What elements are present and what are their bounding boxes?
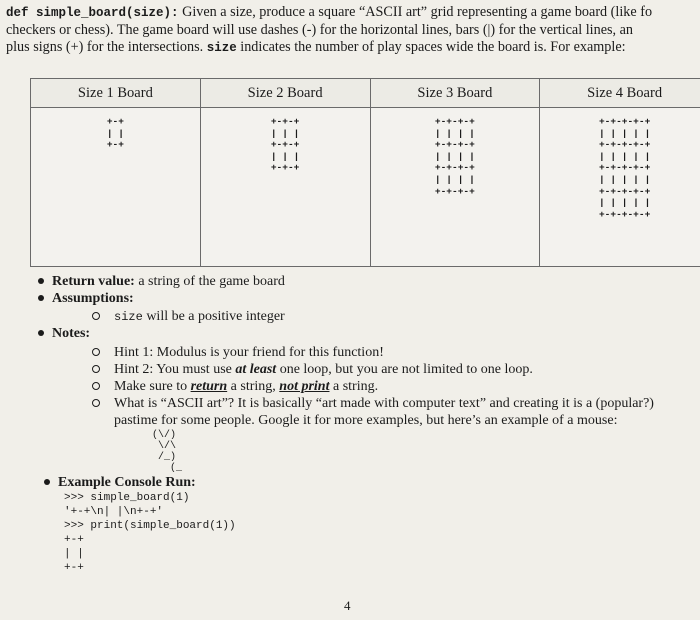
assumptions-item [38, 291, 134, 307]
assumption-text: will be a positive integer [142, 309, 285, 324]
hint-2-b: one loop, but you are not limited to one loop. [276, 362, 533, 377]
header-size-1: Size 1 Board [31, 79, 201, 108]
bullet-icon [44, 479, 50, 485]
note-hint-3 [92, 379, 378, 395]
intro-line-3-a: plus signs (+) for the intersections. [6, 39, 207, 55]
header-size-3: Size 3 Board [370, 79, 540, 108]
board-size-4: +-+-+-+-+ | | | | | +-+-+-+-+ | | | | | +-+-+-+-+ | | | | | +-+-+-+-+ | | | | | +-+-+-+-+ [598, 116, 651, 220]
bullet-icon [38, 330, 44, 336]
note-hint-4 [92, 396, 654, 412]
note-hint-2 [92, 362, 533, 378]
sub-bullet-icon [92, 312, 100, 320]
console-line: +-+ [64, 534, 84, 546]
header-size-4: Size 4 Board [540, 79, 700, 108]
hint-3-not-print: not print [279, 379, 330, 394]
notes-label: Notes: [52, 326, 91, 341]
bullet-icon [38, 295, 44, 301]
sub-bullet-icon [92, 399, 100, 407]
intro-line-1-text: Given a size, produce a square “ASCII art” grid representing a game board (like fo [178, 4, 653, 20]
cell-size-3 [370, 108, 540, 267]
board-examples-table [30, 78, 700, 267]
console-line: '+-+\n| |\n+-+' [64, 506, 164, 518]
console-line: +-+ [64, 562, 84, 574]
note-hint-1 [92, 345, 384, 361]
intro-line-2: checkers or chess). The game board will use dashes (-) for the horizontal lines, bars (|) for the vertical lines, an [6, 22, 633, 38]
note-hint-4-cont [114, 413, 617, 429]
intro-line-3 [6, 39, 700, 57]
example-label: Example Console Run: [58, 475, 196, 490]
example-item [44, 475, 196, 491]
hint-2-a: Hint 2: You must use [114, 362, 236, 377]
hint-3-a: Make sure to [114, 379, 191, 394]
console-output [64, 491, 236, 575]
table-header-row [31, 79, 700, 108]
size-code: size [206, 41, 237, 55]
intro-line-3-b: indicates the number of play spaces wide the board is. For example: [236, 39, 626, 55]
assumption-1 [92, 309, 285, 325]
page-number: 4 [344, 598, 351, 613]
hint-1-text: Hint 1: Modulus is your friend for this function! [114, 345, 384, 360]
header-size-2: Size 2 Board [200, 79, 370, 108]
return-value-label: Return value: [52, 274, 135, 289]
cell-size-4 [540, 108, 700, 267]
assumptions-label: Assumptions: [52, 291, 134, 306]
console-line: >>> simple_board(1) [64, 492, 190, 504]
assumption-size-code: size [114, 310, 143, 324]
console-line: >>> print(simple_board(1)) [64, 520, 236, 532]
table-board-row [31, 108, 700, 267]
cell-size-2 [200, 108, 370, 267]
sub-bullet-icon [92, 348, 100, 356]
board-size-1: +-+ | | +-+ [106, 116, 124, 151]
bullet-icon [38, 278, 44, 284]
sub-bullet-icon [92, 382, 100, 390]
hint-3-mid: a string, [227, 379, 280, 394]
intro-paragraph [6, 4, 700, 57]
hint-3-return: return [190, 379, 228, 394]
return-value-item [38, 274, 285, 290]
hint-4-line-1: What is “ASCII art”? It is basically “art made with computer text” and creating it is a (popular?) [114, 396, 654, 411]
hint-3-b: a string. [329, 379, 379, 394]
console-line: | | [64, 548, 84, 560]
board-size-2: +-+-+ | | | +-+-+ | | | +-+-+ [270, 116, 300, 174]
return-value-text: a string of the game board [134, 274, 285, 289]
cell-size-1 [31, 108, 201, 267]
intro-line-1 [6, 4, 700, 22]
board-size-3: +-+-+-+ | | | | +-+-+-+ | | | | +-+-+-+ | | | | +-+-+-+ [434, 116, 475, 197]
ascii-mouse: (\/) \/\ /_) (_ [152, 430, 183, 474]
function-signature: def simple_board(size): [6, 6, 179, 20]
notes-item [38, 326, 90, 342]
sub-bullet-icon [92, 365, 100, 373]
hint-2-emphasis: at least [235, 362, 277, 377]
hint-4-line-2: pastime for some people. Google it for more examples, but here’s an example of a mouse: [114, 413, 618, 428]
